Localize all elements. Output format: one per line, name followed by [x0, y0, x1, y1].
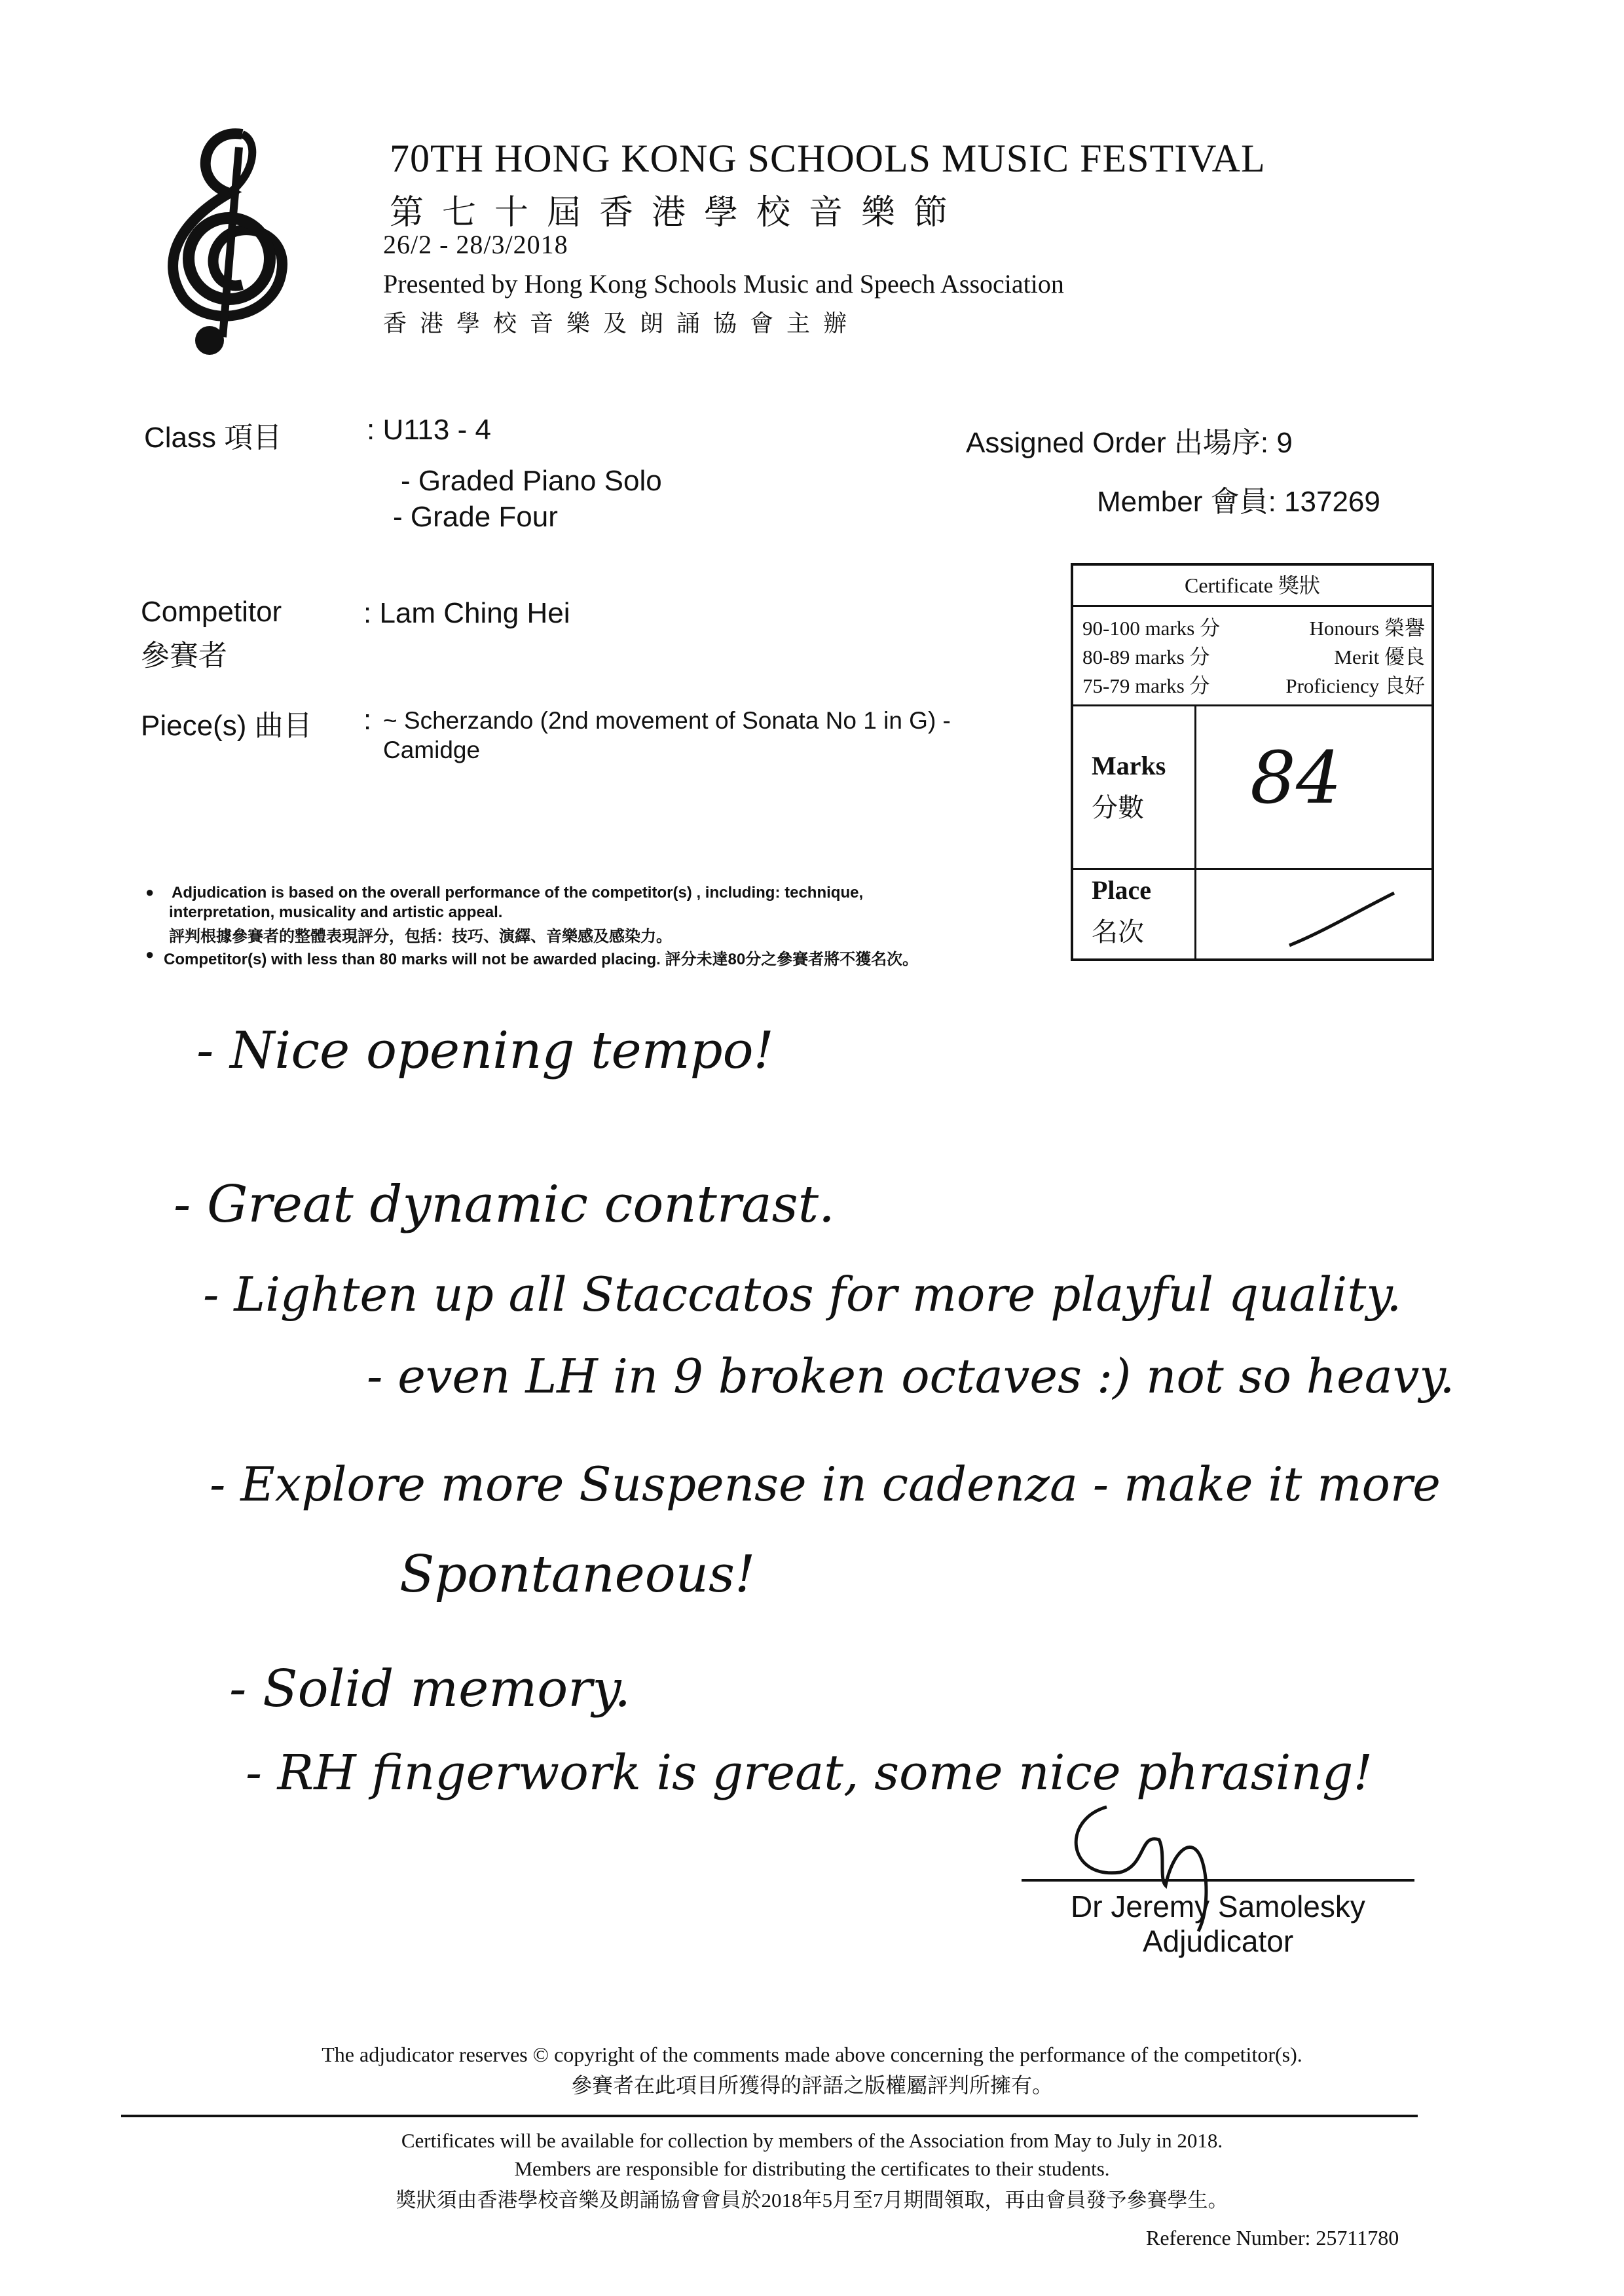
- festival-title-chinese: 第七十屆香港學校音樂節: [390, 194, 967, 232]
- comment-line: - Great dynamic contrast.: [174, 1175, 835, 1234]
- comment-line: - RH fingerwork is great, some nice phrasing!: [246, 1745, 1373, 1801]
- reference-number: Reference Number: 25711780: [1146, 2226, 1399, 2250]
- class-label: Class 項目: [144, 422, 282, 454]
- competitor-name: : Lam Ching Hei: [363, 597, 570, 629]
- festival-dates: 26/2 - 28/3/2018: [383, 230, 568, 259]
- certificate-range: 90-100 marks 分: [1082, 617, 1221, 640]
- presenter-line-chinese: 香港學校音樂及朗誦協會主辦: [383, 310, 860, 337]
- class-description-1: - Graded Piano Solo: [401, 465, 662, 497]
- signature-line: [1022, 1879, 1414, 1882]
- place-dash-mark: [1283, 886, 1401, 952]
- marks-label-chinese: 分數: [1092, 793, 1144, 822]
- certificate-divider: [1073, 868, 1431, 870]
- certificate-award: Merit 優良: [1334, 646, 1425, 668]
- copyright-notice: The adjudicator reserves © copyright of the comments made above concerning the performance of the competitor(s).: [322, 2043, 1302, 2066]
- comment-line: - Explore more Suspense in cadenza - make it more: [210, 1457, 1441, 1512]
- presenter-line: Presented by Hong Kong Schools Music and Speech Association: [383, 269, 1064, 299]
- certificate-award: Proficiency 良好: [1285, 674, 1425, 697]
- marks-value: 84: [1250, 736, 1342, 820]
- collection-notice-chinese: 獎狀須由香港學校音樂及朗誦協會會員於2018年5月至7月期間領取，再由會員發予參賽學生。: [396, 2189, 1228, 2212]
- member-number: Member 會員: 137269: [1097, 486, 1380, 518]
- note-placing: Competitor(s) with less than 80 marks will not be awarded placing. 評分未達80分之參賽者將不獲名次。: [164, 951, 919, 968]
- pieces-colon: :: [363, 704, 372, 736]
- piece-title-1: ~ Scherzando (2nd movement of Sonata No 1 in G) -: [383, 707, 951, 734]
- note-adjudication-3: 評判根據參賽者的整體表現評分，包括：技巧、演繹、音樂感及感染力。: [169, 928, 672, 945]
- footer-divider: [121, 2115, 1418, 2117]
- comment-line: - Solid memory.: [229, 1660, 631, 1719]
- assigned-order: Assigned Order 出場序: 9: [966, 427, 1293, 459]
- competitor-label-chinese: 參賽者: [141, 640, 227, 672]
- treble-clef-logo-icon: [144, 121, 301, 363]
- note-adjudication-2: interpretation, musicality and artistic appeal.: [169, 903, 503, 921]
- comment-line: - Lighten up all Staccatos for more playful quality.: [203, 1267, 1402, 1322]
- place-label: Place: [1092, 875, 1152, 905]
- comment-line: - even LH in 9 broken octaves :) not so heavy.: [367, 1349, 1455, 1404]
- certificate-row: [1082, 611, 1425, 641]
- certificate-row: [1082, 669, 1425, 699]
- class-description-2: - Grade Four: [393, 501, 558, 533]
- note-adjudication-1: Adjudication is based on the overall performance of the competitor(s) , including: technique,: [172, 884, 864, 902]
- certificate-column-divider: [1194, 704, 1196, 961]
- bullet-icon: ●: [145, 946, 155, 962]
- marks-label: Marks: [1092, 751, 1166, 780]
- piece-title-2: Camidge: [383, 737, 481, 763]
- comment-line: Spontaneous!: [399, 1545, 756, 1604]
- certificate-box: [1071, 563, 1434, 961]
- certificate-range: 75-79 marks 分: [1082, 674, 1210, 697]
- bullet-icon: ●: [145, 884, 155, 900]
- copyright-notice-chinese: 參賽者在此項目所獲得的評語之版權屬評判所擁有。: [570, 2073, 1053, 2097]
- pieces-label: Piece(s) 曲目: [141, 710, 312, 742]
- adjudicator-title: Adjudicator: [1143, 1924, 1294, 1958]
- certificate-divider: [1073, 704, 1431, 706]
- festival-title: 70TH HONG KONG SCHOOLS MUSIC FESTIVAL: [390, 137, 1266, 180]
- adjudicator-name: Dr Jeremy Samolesky: [1071, 1889, 1365, 1923]
- place-label-chinese: 名次: [1092, 917, 1144, 947]
- member-responsibility-notice: Members are responsible for distributing the certificates to their students.: [514, 2157, 1110, 2180]
- comment-line: - Nice opening tempo!: [196, 1021, 774, 1080]
- certificate-award: Honours 榮譽: [1309, 617, 1425, 640]
- class-value: : U113 - 4: [367, 414, 491, 446]
- competitor-label: Competitor: [141, 596, 282, 628]
- certificate-range: 80-89 marks 分: [1082, 646, 1210, 668]
- certificate-heading: Certificate 獎狀: [1073, 566, 1431, 607]
- certificate-row: [1082, 640, 1425, 670]
- certificate-collection-notice: Certificates will be available for collection by members of the Association from May to July in 2018.: [401, 2129, 1223, 2152]
